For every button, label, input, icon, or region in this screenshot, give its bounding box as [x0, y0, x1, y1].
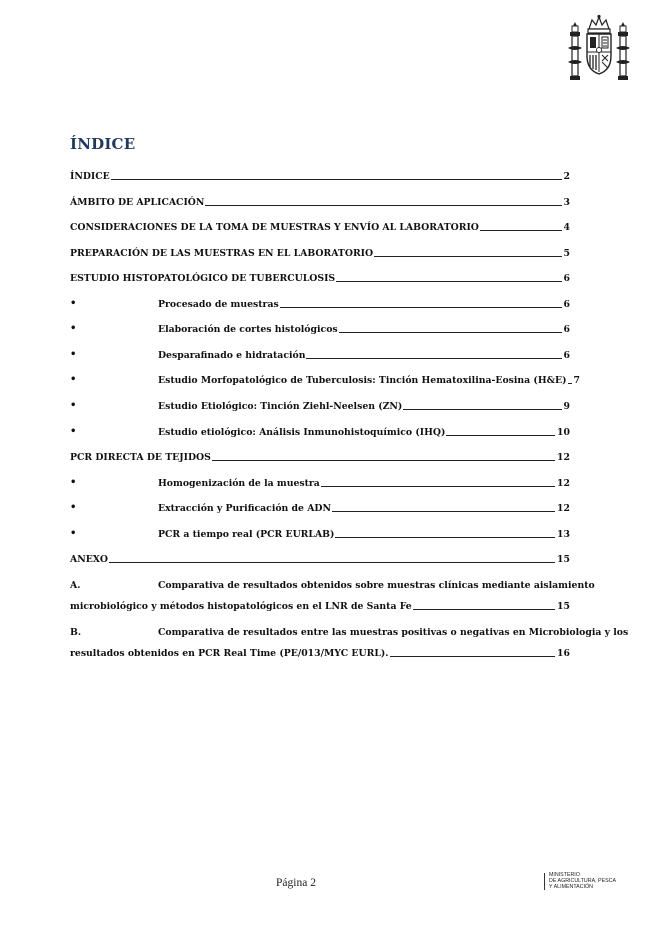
toc-entry-title: PREPARACIÓN DE LAS MUESTRAS EN EL LABORATORIO	[70, 248, 374, 259]
page-number: Página 2	[276, 877, 316, 889]
ministry-line: DE AGRICULTURA, PESCA	[549, 878, 617, 884]
bullet-icon: •	[70, 349, 77, 360]
ministry-line: Y ALIMENTACIÓN	[549, 884, 593, 890]
toc-leader	[446, 435, 555, 436]
toc-entry-page: 4	[563, 222, 570, 233]
bullet-icon: •	[70, 400, 77, 411]
toc-leader	[403, 409, 561, 410]
toc-subentry[interactable]	[70, 475, 570, 489]
toc-leader	[321, 486, 555, 487]
toc-entry-title: ESTUDIO HISTOPATOLÓGICO DE TUBERCULOSIS	[70, 273, 336, 284]
annex-entry-first-line[interactable]	[70, 624, 629, 638]
toc-leader	[480, 230, 562, 231]
toc-leader	[212, 460, 555, 461]
bullet-icon: •	[70, 477, 77, 488]
bullet-icon: •	[70, 298, 77, 309]
bullet-icon: •	[70, 426, 77, 437]
annex-mark: B.	[70, 627, 82, 638]
annex-title-line2: microbiológico y métodos histopatológicos en el LNR de Santa Fe	[70, 601, 412, 612]
toc-subentry[interactable]	[70, 347, 570, 361]
annex-entry-second-line[interactable]	[70, 598, 570, 612]
toc-leader	[568, 383, 572, 384]
toc-leader	[390, 656, 556, 657]
toc-entry-page: 16	[557, 648, 570, 659]
toc-entry-title: Procesado de muestras	[158, 299, 279, 310]
bullet-icon: •	[70, 323, 77, 334]
toc-subentry[interactable]	[70, 296, 570, 310]
toc-leader	[280, 307, 562, 308]
annex-title-line1: Comparativa de resultados obtenidos sobre muestras clínicas mediante aislamiento	[158, 580, 595, 591]
toc-leader	[109, 562, 555, 563]
toc-entry-title: ANEXO	[70, 554, 108, 565]
toc-entry-page: 12	[557, 478, 570, 489]
toc-entry[interactable]	[70, 219, 570, 233]
toc-entry-page: 2	[563, 171, 570, 182]
toc-leader	[306, 358, 561, 359]
toc-entry-page: 6	[563, 273, 570, 284]
annex-mark: A.	[70, 580, 81, 591]
annex-entry-first-line[interactable]	[70, 577, 595, 591]
toc-entry-title: CONSIDERACIONES DE LA TOMA DE MUESTRAS Y ENVÍO AL LABORATORIO	[70, 222, 479, 233]
annex-title-line2: resultados obtenidos en PCR Real Time (PE/013/MYC EURL).	[70, 648, 389, 659]
toc-entry-page: 13	[557, 529, 570, 540]
toc-entry-title: Estudio etiológico: Análisis Inmunohistoquímico (IHQ)	[158, 427, 446, 438]
toc-subentry[interactable]	[70, 500, 570, 514]
toc-entry-title: Extracción y Purificación de ADN	[158, 503, 331, 514]
toc-subentry[interactable]	[70, 372, 580, 386]
toc-entry[interactable]	[70, 449, 570, 463]
toc-entry-page: 12	[557, 503, 570, 514]
coat-of-arms-icon	[566, 14, 632, 86]
page-title: ÍNDICE	[70, 135, 136, 153]
ministry-line: MINISTERIO	[549, 872, 580, 878]
toc-leader	[413, 609, 555, 610]
toc-entry-title: PCR DIRECTA DE TEJIDOS	[70, 452, 211, 463]
toc-entry[interactable]	[70, 270, 570, 284]
bullet-icon: •	[70, 374, 77, 385]
toc-leader	[336, 281, 561, 282]
toc-entry-page: 15	[557, 601, 570, 612]
toc-entry-title: Estudio Morfopatológico de Tuberculosis: Tinción Hematoxilina-Eosina (H&E)	[158, 375, 567, 386]
annex-entry-second-line[interactable]	[70, 645, 570, 659]
toc-subentry[interactable]	[70, 398, 570, 412]
toc-entry-page: 9	[563, 401, 570, 412]
bullet-icon: •	[70, 502, 77, 513]
toc-subentry[interactable]	[70, 321, 570, 335]
toc-leader	[332, 511, 555, 512]
toc-entry-title: PCR a tiempo real (PCR EURLAB)	[158, 529, 335, 540]
toc-entry[interactable]	[70, 194, 570, 208]
bullet-icon: •	[70, 528, 77, 539]
toc-entry-page: 10	[557, 427, 570, 438]
toc-entry-title: Homogenización de la muestra	[158, 478, 320, 489]
toc-entry-title: ÍNDICE	[70, 171, 110, 182]
toc-leader	[111, 179, 562, 180]
toc-entry[interactable]	[70, 551, 570, 565]
toc-entry-page: 6	[563, 350, 570, 361]
toc-entry-page: 12	[557, 452, 570, 463]
toc-leader	[339, 332, 562, 333]
toc-entry-title: Elaboración de cortes histológicos	[158, 324, 338, 335]
toc-entry-page: 6	[563, 324, 570, 335]
toc-leader	[335, 537, 555, 538]
toc-entry-page: 3	[563, 197, 570, 208]
ministry-divider	[544, 873, 545, 890]
toc-subentry[interactable]	[70, 424, 570, 438]
toc-entry-title: ÁMBITO DE APLICACIÓN	[70, 197, 205, 208]
toc-entry[interactable]	[70, 245, 570, 259]
toc-entry-page: 7	[573, 375, 580, 386]
toc-leader	[374, 256, 561, 257]
toc-subentry[interactable]	[70, 526, 570, 540]
toc-entry-page: 15	[557, 554, 570, 565]
toc-entry-page: 6	[563, 299, 570, 310]
annex-title-line1: Comparativa de resultados entre las muestras positivas o negativas en Microbiologia y los	[158, 627, 629, 638]
toc-entry-page: 5	[563, 248, 570, 259]
toc-entry-title: Desparafinado e hidratación	[158, 350, 306, 361]
toc-entry-title: Estudio Etiológico: Tinción Ziehl-Neelsen (ZN)	[158, 401, 403, 412]
ministry-logo	[544, 872, 616, 890]
toc-entry[interactable]	[70, 168, 570, 182]
toc-leader	[205, 205, 561, 206]
